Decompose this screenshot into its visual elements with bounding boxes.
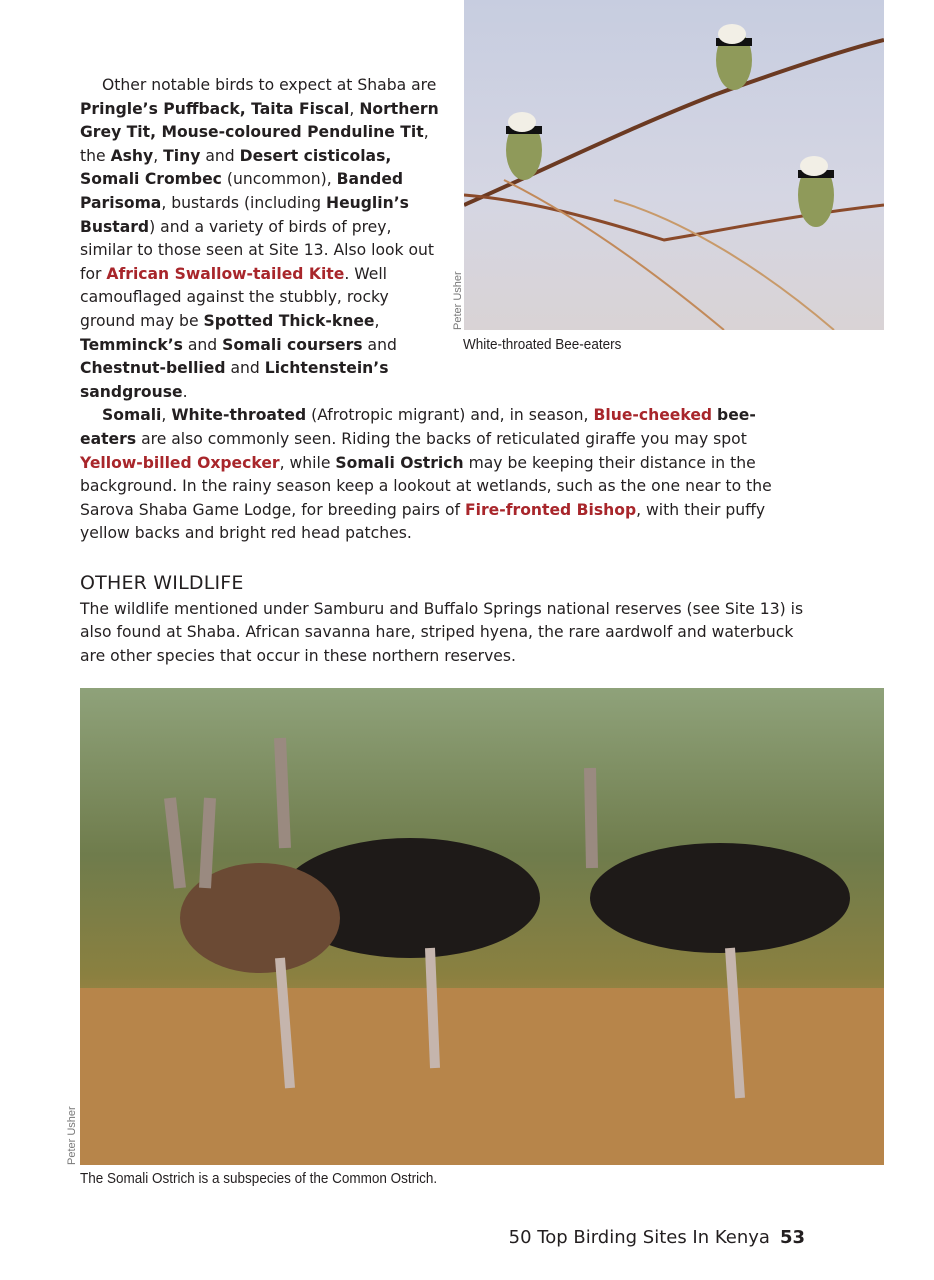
text-run: and bbox=[362, 335, 397, 354]
bold-species: Spotted Thick-knee bbox=[203, 311, 375, 330]
text-run: may be keeping their distance in the background. In the rainy season keep a lookout at wetlands, such as the one near to the Sarova Shaba Game Lodge, for breeding pairs of bbox=[80, 453, 772, 519]
text-run: , bustards (including bbox=[161, 193, 327, 212]
body-text bbox=[80, 74, 806, 669]
text-run: , bbox=[374, 311, 380, 330]
text-run: , bbox=[153, 146, 164, 165]
paragraph-bee-eaters bbox=[80, 404, 806, 546]
bold-species: Desert cisticolas, Somali Crombec bbox=[80, 146, 392, 189]
highlighted-species: Fire-fronted Bishop bbox=[464, 500, 637, 519]
text-run: ) and a variety of birds of prey, similar to those seen at Site 13. Also look out for bbox=[80, 217, 435, 283]
highlighted-species: African Swallow-tailed Kite bbox=[106, 264, 345, 283]
page-footer bbox=[509, 1227, 805, 1248]
text-run: are also commonly seen. Riding the backs of reticulated giraffe you may spot bbox=[136, 429, 747, 448]
page-number: 53 bbox=[779, 1227, 805, 1248]
photo-credit-bottom: Peter Usher bbox=[66, 1106, 78, 1165]
ostrich-photo bbox=[80, 688, 884, 1165]
text-run: (Afrotropic migrant) and, in season, bbox=[306, 406, 594, 425]
bold-species: Ashy bbox=[110, 146, 154, 165]
bold-species: White-throated bbox=[171, 406, 307, 425]
text-run: (uncommon), bbox=[221, 170, 337, 189]
caption-top: White-throated Bee-eaters bbox=[463, 336, 622, 353]
caption-bottom: The Somali Ostrich is a subspecies of the Common Ostrich. bbox=[80, 1170, 438, 1187]
bold-species: Somali Ostrich bbox=[335, 453, 464, 472]
bold-species: bee-eaters bbox=[80, 406, 756, 448]
highlighted-species: Blue-cheeked bbox=[593, 406, 713, 425]
bold-species: Somali coursers bbox=[222, 335, 363, 354]
text-run: , the bbox=[80, 123, 429, 165]
bold-species: Temminck’s bbox=[80, 335, 183, 354]
photo-credit-top: Peter Usher bbox=[452, 271, 464, 330]
text-run: and bbox=[225, 359, 265, 378]
text-run: Other notable birds to expect at Shaba are bbox=[102, 76, 437, 94]
section-heading: OTHER WILDLIFE bbox=[80, 571, 244, 594]
text-run: and bbox=[182, 335, 223, 354]
bold-species: Somali bbox=[102, 406, 162, 425]
bold-species: Northern Grey Tit, Mouse-coloured Penduline Tit bbox=[80, 99, 439, 142]
bold-species: Tiny bbox=[163, 146, 201, 165]
text-run: , bbox=[161, 406, 172, 425]
text-run: , bbox=[349, 99, 360, 118]
text-run: . bbox=[182, 382, 188, 401]
paragraph-wildlife: The wildlife mentioned under Samburu and Buffalo Springs national reserves (see Site 13) is also found at Shaba. African savanna hare, striped hyena, the rare aardwolf and waterbuck are other species that occur in these northern reserves. bbox=[80, 599, 804, 666]
bold-species: Lichtenstein’s sandgrouse bbox=[80, 359, 389, 401]
text-run: , with their puffy yellow backs and bright red head patches. bbox=[80, 500, 766, 543]
bold-species: Banded Parisoma bbox=[80, 170, 404, 212]
book-title: 50 Top Birding Sites In Kenya bbox=[508, 1227, 770, 1248]
text-run: and bbox=[200, 146, 240, 165]
bold-species: Chestnut-bellied bbox=[80, 359, 226, 378]
bold-species: Heuglin’s Bustard bbox=[80, 193, 409, 236]
text-run: , while bbox=[279, 453, 336, 472]
text-run: . Well camouflaged against the stubbly, rocky ground may be bbox=[80, 264, 389, 330]
bold-species: Pringle’s Puffback, Taita Fiscal bbox=[80, 99, 350, 118]
highlighted-species: Yellow-billed Oxpecker bbox=[80, 453, 280, 472]
